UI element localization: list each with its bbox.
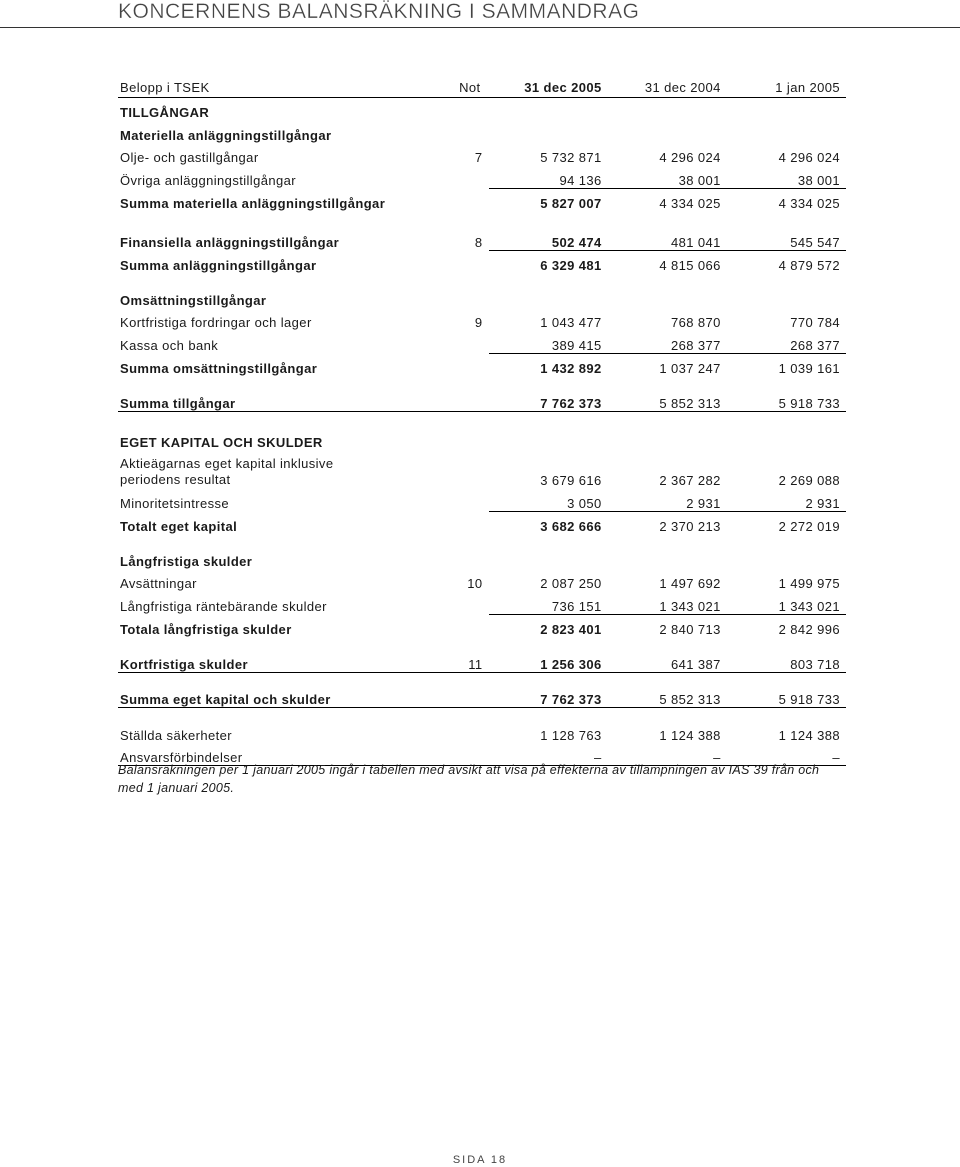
row-label: Ställda säkerheter xyxy=(120,727,232,743)
row-value-jan2005: 268 377 xyxy=(790,337,840,353)
row-value-jan2005: 803 718 xyxy=(790,656,840,672)
subtotal-row xyxy=(118,649,846,672)
row-label: Ansvarsförbindelser xyxy=(120,750,243,765)
row-value-2004: 4 815 066 xyxy=(608,250,727,273)
row-value-2005: 389 415 xyxy=(551,337,602,353)
row-value-2004: 641 387 xyxy=(671,656,721,672)
row-value-2005: 3 050 xyxy=(567,495,602,511)
row-value-2004: 5 852 313 xyxy=(659,692,721,707)
row-value-2005: 502 474 xyxy=(551,234,602,250)
total-row xyxy=(118,685,846,708)
row-note: 11 xyxy=(468,656,483,672)
row-value-2004: 4 334 025 xyxy=(608,188,727,211)
row-value-2005: 3 682 666 xyxy=(489,511,608,534)
subtotal-row xyxy=(118,250,846,273)
row-label: Kassa och bank xyxy=(120,338,219,353)
row-value-2004: 2 367 282 xyxy=(659,473,721,488)
row-label: Olje- och gastillgångar xyxy=(120,150,259,165)
subtotal-row xyxy=(118,614,846,637)
row-value-2005: 2 823 401 xyxy=(489,614,608,637)
row-value-jan2005: 1 343 021 xyxy=(778,598,840,614)
subtotal-row xyxy=(118,511,846,534)
row-value-2005: 1 128 763 xyxy=(540,727,602,743)
table-row xyxy=(118,330,846,353)
subtotal-row xyxy=(118,353,846,376)
header-label: Belopp i TSEK xyxy=(118,72,448,97)
header-col-jan2005: 1 jan 2005 xyxy=(727,72,846,97)
row-label: Minoritetsintresse xyxy=(120,496,230,511)
balance-sheet-table xyxy=(118,72,846,766)
row-value-2004: 481 041 xyxy=(671,234,721,250)
row-label: Totala långfristiga skulder xyxy=(120,622,292,637)
table-row xyxy=(118,450,846,488)
row-value-jan2005: – xyxy=(832,750,840,765)
row-value-2004: 1 497 692 xyxy=(659,576,721,591)
table-row xyxy=(118,720,846,743)
table-row xyxy=(118,165,846,188)
row-value-jan2005: 4 296 024 xyxy=(778,150,840,165)
page-title: KONCERNENS BALANSRÄKNING I SAMMANDRAG xyxy=(118,0,640,23)
row-label: Kortfristiga skulder xyxy=(120,656,248,672)
row-label: Långfristiga räntebärande skulder xyxy=(120,599,327,614)
header-note: Not xyxy=(448,72,488,97)
row-value-2004: 2 840 713 xyxy=(608,614,727,637)
row-value-2005: 7 762 373 xyxy=(540,692,602,707)
row-value-2005: 6 329 481 xyxy=(489,250,608,273)
row-value-2004: 1 124 388 xyxy=(659,727,721,743)
subtotal-row xyxy=(118,188,846,211)
row-value-2005: 94 136 xyxy=(559,172,602,188)
row-label: EGET KAPITAL OCH SKULDER xyxy=(120,435,323,450)
row-value-2004: 4 296 024 xyxy=(659,150,721,165)
row-label: Finansiella anläggningstillgångar xyxy=(120,235,340,250)
row-value-jan2005: 2 269 088 xyxy=(778,473,840,488)
row-label: Summa tillgångar xyxy=(120,395,236,411)
table-row xyxy=(118,591,846,614)
table-header-row xyxy=(118,72,846,97)
row-value-2004: 1 037 247 xyxy=(608,353,727,376)
row-value-jan2005: 1 124 388 xyxy=(778,727,840,743)
row-note: 9 xyxy=(474,315,483,330)
header-col-2004: 31 dec 2004 xyxy=(608,72,727,97)
row-value-2005: 7 762 373 xyxy=(540,395,602,411)
row-value-2004: 2 370 213 xyxy=(608,511,727,534)
section-heading xyxy=(118,428,846,451)
row-value-2005: 5 827 007 xyxy=(489,188,608,211)
total-row xyxy=(118,388,846,411)
row-value-jan2005: 1 039 161 xyxy=(727,353,846,376)
row-value-2005: 5 732 871 xyxy=(540,150,602,165)
header-col-2005: 31 dec 2005 xyxy=(489,72,608,97)
row-note: 8 xyxy=(474,235,483,250)
row-value-jan2005: 4 334 025 xyxy=(727,188,846,211)
row-value-jan2005: 2 272 019 xyxy=(727,511,846,534)
row-value-jan2005: 5 918 733 xyxy=(778,395,840,411)
table-row xyxy=(118,143,846,166)
title-divider xyxy=(0,27,960,28)
table-row xyxy=(118,308,846,331)
row-value-jan2005: 2 931 xyxy=(805,495,840,511)
row-label: Summa eget kapital och skulder xyxy=(120,692,331,707)
subsection-heading xyxy=(118,546,846,569)
subsection-heading xyxy=(118,120,846,143)
row-label: Långfristiga skulder xyxy=(120,553,253,569)
table-row xyxy=(118,569,846,592)
row-value-2004: 2 931 xyxy=(686,495,721,511)
row-label: Totalt eget kapital xyxy=(120,519,238,534)
footnote: Balansräkningen per 1 januari 2005 ingår i tabellen med avsikt att visa på effekterna av tillämpningen av IAS 39 från och med 1 januari 2005. xyxy=(118,763,820,795)
row-value-jan2005: 38 001 xyxy=(797,172,840,188)
row-value-2004: 768 870 xyxy=(671,315,721,330)
row-label: Övriga anläggningstillgångar xyxy=(120,173,296,188)
row-note: 7 xyxy=(474,150,483,165)
row-value-2005: 1 432 892 xyxy=(489,353,608,376)
row-value-2005: – xyxy=(594,750,602,765)
row-value-2004: 268 377 xyxy=(671,337,721,353)
row-value-jan2005: 4 879 572 xyxy=(727,250,846,273)
row-value-jan2005: 5 918 733 xyxy=(778,692,840,707)
row-value-2005: 1 256 306 xyxy=(540,656,602,672)
subsection-heading xyxy=(118,285,846,308)
row-value-2005: 2 087 250 xyxy=(540,576,602,591)
page-number: SIDA 18 xyxy=(452,1154,508,1166)
row-value-jan2005: 2 842 996 xyxy=(727,614,846,637)
row-label: Summa omsättningstillgångar xyxy=(120,361,318,376)
row-label: Materiella anläggningstillgångar xyxy=(120,127,332,143)
row-value-jan2005: 1 499 975 xyxy=(778,576,840,591)
row-value-2004: 38 001 xyxy=(678,172,721,188)
row-value-2004: – xyxy=(713,750,721,765)
row-value-2005: 1 043 477 xyxy=(540,315,602,330)
row-label: Summa materiella anläggningstillgångar xyxy=(120,196,386,211)
row-label: Omsättningstillgångar xyxy=(120,292,267,308)
table-row xyxy=(118,227,846,250)
row-label: Kortfristiga fordringar och lager xyxy=(120,315,312,330)
row-value-jan2005: 770 784 xyxy=(790,315,840,330)
row-note: 10 xyxy=(467,576,483,591)
section-heading xyxy=(118,97,846,120)
row-value-2004: 1 343 021 xyxy=(659,598,721,614)
row-label: Avsättningar xyxy=(120,576,197,591)
row-label: Aktieägarnas eget kapital inklusive periodens resultat xyxy=(120,456,334,487)
row-label: TILLGÅNGAR xyxy=(120,105,210,120)
row-value-jan2005: 545 547 xyxy=(790,234,840,250)
table-row xyxy=(118,488,846,511)
row-value-2005: 3 679 616 xyxy=(540,473,602,488)
row-value-2004: 5 852 313 xyxy=(659,395,721,411)
row-label: Summa anläggningstillgångar xyxy=(120,258,317,273)
row-value-2005: 736 151 xyxy=(551,598,602,614)
